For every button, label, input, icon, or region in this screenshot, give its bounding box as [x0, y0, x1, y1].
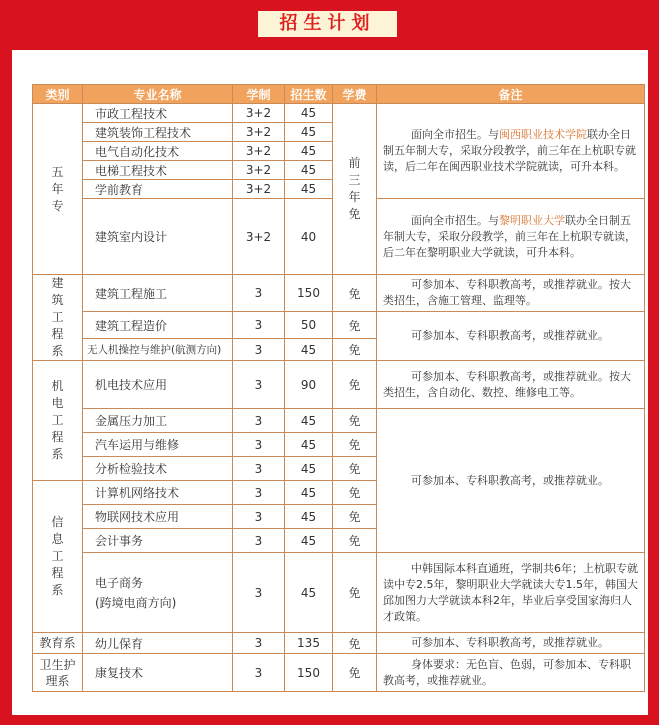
tuition-cell: 免 — [333, 481, 377, 505]
major-cell: 康复技术 — [83, 654, 233, 692]
duration-cell: 3 — [233, 339, 285, 361]
duration-cell: 3+2 — [233, 199, 285, 275]
note-cell — [377, 553, 645, 633]
duration-cell: 3 — [233, 433, 285, 457]
tuition-cell: 免 — [333, 275, 377, 312]
major-cell: 电气自动化技术 — [83, 142, 233, 161]
tuition-cell: 免 — [333, 312, 377, 339]
note-cell — [377, 104, 645, 199]
quota-cell: 45 — [285, 553, 333, 633]
header-duration: 学制 — [233, 85, 285, 104]
quota-cell: 45 — [285, 180, 333, 199]
major-cell: 电梯工程技术 — [83, 161, 233, 180]
quota-cell: 150 — [285, 275, 333, 312]
note-text: 可参加本、专科职教高考，或推荐就业。按大类招生，含自动化、数控、维修电工等。 — [383, 369, 631, 399]
quota-cell: 45 — [285, 529, 333, 553]
table-row — [33, 275, 645, 312]
tuition-cell: 免 — [333, 457, 377, 481]
duration-cell: 3+2 — [233, 123, 285, 142]
quota-cell: 45 — [285, 104, 333, 123]
note-text: 可参加本、专科职教高考，或推荐就业。 — [411, 636, 609, 649]
tuition-cell: 免 — [333, 433, 377, 457]
category-label: 机电工程系 — [51, 379, 64, 461]
category-label: 五年专 — [51, 164, 64, 213]
tuition-cell: 免 — [333, 409, 377, 433]
note-cell — [377, 361, 645, 409]
note-text: 中韩国际本科直通班，学制共6年；上杭职专就读中专2.5年，黎明职业大学就读大专1.5年，韩国大邱加图力大学就读本科2年，毕业后享受国家海归人才政策。 — [383, 561, 638, 623]
major-cell: 金属压力加工 — [83, 409, 233, 433]
enrollment-table — [32, 84, 645, 692]
quota-cell: 45 — [285, 433, 333, 457]
note-text: 联办全日制五年制大专，采取分段教学，前三年在上杭职专就读，后二年在黎明职业大学就读，可升本科。 — [383, 213, 636, 259]
table-row — [33, 104, 645, 123]
title-bar — [0, 0, 659, 46]
quota-cell: 50 — [285, 312, 333, 339]
tuition-cell: 免 — [333, 529, 377, 553]
duration-cell: 3 — [233, 275, 285, 312]
quota-cell: 45 — [285, 481, 333, 505]
duration-cell: 3 — [233, 654, 285, 692]
quota-cell: 45 — [285, 142, 333, 161]
category-cell — [33, 481, 83, 633]
tuition-cell — [333, 104, 377, 275]
quota-cell: 45 — [285, 409, 333, 433]
table-header-row — [33, 85, 645, 104]
duration-cell: 3+2 — [233, 104, 285, 123]
major-cell: 建筑室内设计 — [83, 199, 233, 275]
duration-cell: 3 — [233, 633, 285, 654]
major-cell: 分析检验技术 — [83, 457, 233, 481]
note-text: 面向全市招生。与 — [411, 213, 499, 227]
tuition-cell: 免 — [333, 505, 377, 529]
header-quota: 招生数 — [285, 85, 333, 104]
major-line2: (跨境电商方向) — [95, 595, 177, 610]
category-cell — [33, 104, 83, 275]
category-cell — [33, 361, 83, 481]
duration-cell: 3 — [233, 361, 285, 409]
duration-cell: 3 — [233, 409, 285, 433]
category-label: 建筑工程系 — [51, 276, 64, 358]
quota-cell: 150 — [285, 654, 333, 692]
tuition-cell: 免 — [333, 633, 377, 654]
quota-cell: 45 — [285, 161, 333, 180]
note-text: 可参加本、专科职教高考，或推荐就业。按大类招生，含施工管理、监理等。 — [383, 278, 631, 307]
major-cell: 会计事务 — [83, 529, 233, 553]
duration-cell: 3 — [233, 529, 285, 553]
table-row — [33, 312, 645, 339]
major-cell: 建筑工程造价 — [83, 312, 233, 339]
major-cell: 汽车运用与维修 — [83, 433, 233, 457]
category-cell — [33, 633, 83, 654]
tuition-cell: 免 — [333, 553, 377, 633]
category-cell — [33, 654, 83, 692]
note-cell — [377, 275, 645, 312]
major-cell: 市政工程技术 — [83, 104, 233, 123]
page-title: 招生计划 — [258, 11, 397, 37]
duration-cell: 3+2 — [233, 180, 285, 199]
major-cell: 建筑装饰工程技术 — [83, 123, 233, 142]
tuition-cell: 免 — [333, 339, 377, 361]
major-cell: 物联网技术应用 — [83, 505, 233, 529]
header-major: 专业名称 — [83, 85, 233, 104]
note-cell — [377, 199, 645, 275]
major-cell: 建筑工程施工 — [83, 275, 233, 312]
note-highlight: 黎明职业大学 — [499, 213, 565, 227]
quota-cell: 135 — [285, 633, 333, 654]
plan-panel — [12, 50, 648, 715]
header-tuition: 学费 — [333, 85, 377, 104]
quota-cell: 45 — [285, 505, 333, 529]
duration-cell: 3 — [233, 553, 285, 633]
table-row — [33, 409, 645, 433]
quota-cell: 45 — [285, 339, 333, 361]
quota-cell: 45 — [285, 457, 333, 481]
header-note: 备注 — [377, 85, 645, 104]
major-cell: 无人机操控与维护(航测方向) — [83, 339, 233, 361]
note-highlight: 闽西职业技术学院 — [499, 128, 587, 141]
duration-cell: 3 — [233, 481, 285, 505]
major-line1: 电子商务 — [95, 575, 144, 590]
duration-cell: 3+2 — [233, 161, 285, 180]
category-label: 教育系 — [39, 636, 76, 650]
category-label: 卫生护理系 — [39, 657, 76, 688]
header-category: 类别 — [33, 85, 83, 104]
tuition-cell: 免 — [333, 654, 377, 692]
major-cell: 计算机网络技术 — [83, 481, 233, 505]
tuition-cell: 免 — [333, 361, 377, 409]
note-text: 身体要求：无色盲、色弱，可参加本、专科职教高考，或推荐就业。 — [383, 657, 631, 687]
table-row — [33, 633, 645, 654]
note-text: 可参加本、专科职教高考，或推荐就业。 — [411, 473, 609, 487]
quota-cell: 45 — [285, 123, 333, 142]
major-cell: 幼儿保育 — [83, 633, 233, 654]
note-text: 联办全日制五年制大专，采取分段教学，前三年在上杭职专就读，后二年在闽西职业技术学院就读，可升本科。 — [383, 128, 636, 173]
major-cell: 学前教育 — [83, 180, 233, 199]
note-cell — [377, 312, 645, 361]
note-text: 可参加本、专科职教高考，或推荐就业。 — [411, 329, 609, 342]
category-cell — [33, 275, 83, 361]
table-row — [33, 654, 645, 692]
duration-cell: 3 — [233, 505, 285, 529]
note-text: 面向全市招生。与 — [411, 128, 499, 141]
duration-cell: 3 — [233, 457, 285, 481]
note-cell — [377, 633, 645, 654]
duration-cell: 3 — [233, 312, 285, 339]
quota-cell: 90 — [285, 361, 333, 409]
tuition-label: 前三年免 — [348, 156, 361, 221]
table-row — [33, 553, 645, 633]
major-cell: 机电技术应用 — [83, 361, 233, 409]
table-row — [33, 361, 645, 409]
note-cell — [377, 409, 645, 553]
quota-cell: 40 — [285, 199, 333, 275]
category-label: 信息工程系 — [51, 515, 64, 597]
duration-cell: 3+2 — [233, 142, 285, 161]
major-cell — [83, 553, 233, 633]
note-cell — [377, 654, 645, 692]
